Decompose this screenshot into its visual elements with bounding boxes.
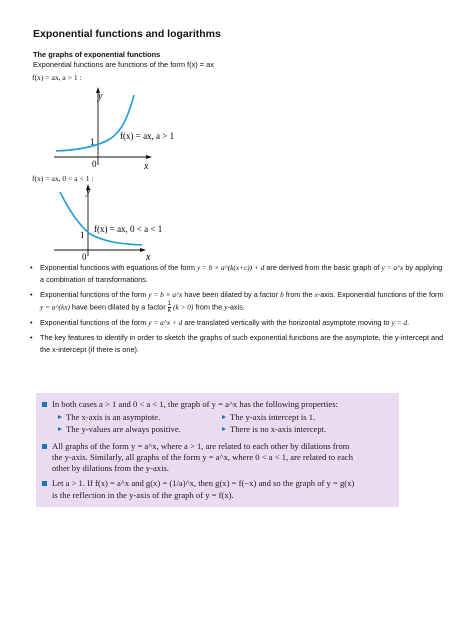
reflection-line: Let a > 1. If f(x) = a^x and g(x) = (1/a)^x, then g(x) = f(−x) and so the graph of y = g(x) [52, 478, 355, 488]
graph1-curve [56, 95, 134, 151]
list-item: • Exponential functions of the form y = a^x + d are translated vertically with the horizontal asymptote moving to y = d. [30, 318, 410, 327]
section-heading: The graphs of exponential functions [33, 50, 161, 59]
intro-text: Exponential functions are functions of the form f(x) = ax [33, 60, 214, 69]
graph1-x-label: x [144, 161, 149, 171]
graph2-origin-label: 0 [82, 252, 87, 262]
box-intro: In both cases a > 1 and 0 < a < 1, the graph of y = a^x has the following properties: [52, 399, 338, 409]
graph2-condition: f(x) = ax, 0 < a < 1 : [32, 174, 94, 183]
list-item: • Exponential functions of the form y = b × a^x have been dilated by a factor b from the x-axis. Exponential functions of the form y = a^(kx) have been dilated by a factor $\frac{1}{k}$ (k > 0) from the y-axis. [30, 290, 444, 314]
key-points-list [30, 262, 448, 359]
dilation-fraction: $\frac{1}{k}$ [167, 301, 171, 314]
marker-icon [58, 415, 62, 419]
property-item: The x-axis is an asymptote. [66, 412, 161, 422]
marker-icon [42, 402, 47, 407]
graph2-y-label: y [86, 186, 91, 197]
list-item: • The key features to identify in order to sketch the graphs of such exponential functions are the asymptote, the y-intercept and the x-intercept (if there is one). [30, 333, 444, 354]
marker-icon [222, 415, 226, 419]
graph1-condition: f(x) = ax, a > 1 : [32, 73, 82, 82]
graph2-intercept-label: 1 [80, 230, 85, 240]
dilation-line: other by dilations from the y-axis. [52, 463, 169, 473]
marker-icon [42, 481, 47, 486]
graph1-growth [50, 85, 210, 171]
graph1-intercept-label: 1 [90, 137, 95, 147]
marker-icon [42, 444, 47, 449]
marker-icon [222, 427, 226, 431]
reflection-line: is the reflection in the y-axis of the graph of y = f(x). [52, 490, 234, 500]
property-item: The y-axis intercept is 1. [230, 412, 316, 422]
property-item: There is no x-axis intercept. [230, 424, 327, 434]
graph2-curve [60, 192, 142, 245]
list-item: • Exponential functions with equations of the form y = b × a^(k(x+c)) + d are derived from the basic graph of y = a^x by applying a combination of transformations. [30, 263, 443, 284]
graph2-decay [50, 182, 210, 262]
page-title: Exponential functions and logarithms [33, 28, 221, 40]
marker-icon [58, 427, 62, 431]
dilation-line: the y-axis. Similarly, all graphs of the form y = a^x, where 0 < a < 1, are related to each [52, 452, 354, 462]
graph1-function-label: f(x) = ax, a > 1 [120, 131, 175, 141]
graph2-function-label: f(x) = ax, 0 < a < 1 [94, 224, 163, 234]
dilation-line: All graphs of the form y = a^x, where a > 1, are related to each other by dilations from [52, 441, 350, 451]
graph1-y-label: y [98, 91, 103, 102]
properties-box [36, 393, 399, 507]
graph1-origin-label: 0 [92, 159, 97, 169]
property-item: The y-values are always positive. [66, 424, 181, 434]
graph2-x-label: x [146, 252, 151, 262]
